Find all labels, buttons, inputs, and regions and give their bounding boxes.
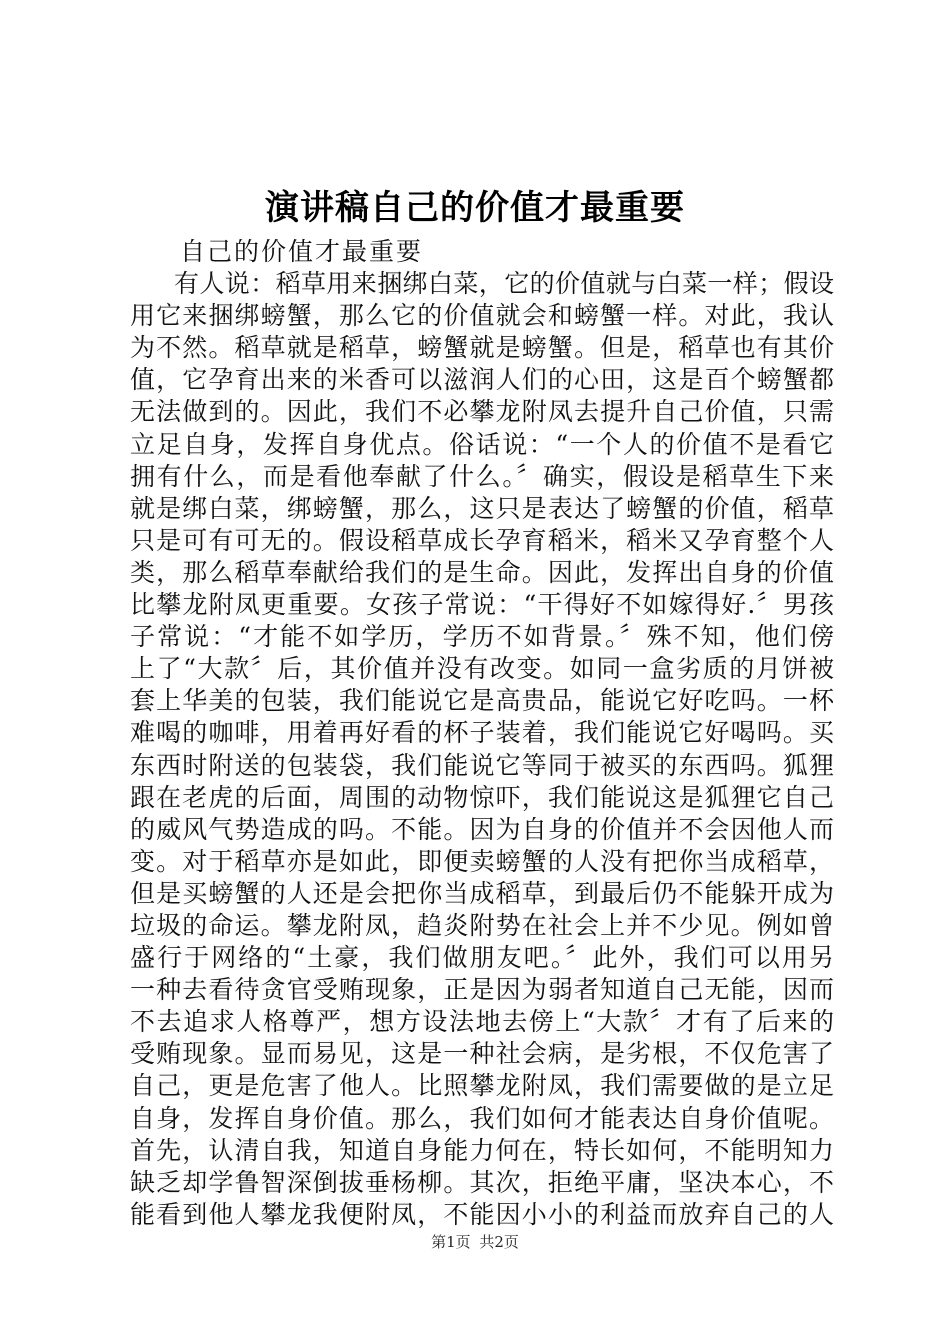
paragraph-line: 东西时附送的包装袋，我们能说它等同于被买的东西吗。狐狸 bbox=[130, 750, 834, 780]
paragraph-line: 一种去看待贪官受贿现象，正是因为弱者知道自己无能，因而 bbox=[130, 975, 834, 1005]
paragraph-line: 但是买螃蟹的人还是会把你当成稻草，到最后仍不能躲开成为 bbox=[130, 878, 834, 908]
paragraph-line: 拥有什么，而是看他奉献了什么。〞确实，假设是稻草生下来 bbox=[130, 461, 834, 491]
paragraph-line: 无法做到的。因此，我们不必攀龙附凤去提升自己价值，只需 bbox=[130, 397, 834, 427]
document-title: 演讲稿自己的价值才最重要 bbox=[265, 188, 685, 228]
paragraph-line: 不去追求人格尊严，想方设法地去傍上“大款〞才有了后来的 bbox=[130, 1007, 834, 1037]
paragraph-line: 立足自身，发挥自身优点。俗话说：“一个人的价值不是看它 bbox=[130, 429, 834, 459]
paragraph-line: 子常说：“才能不如学历，学历不如背景。〞殊不知，他们傍 bbox=[130, 622, 834, 652]
paragraph-line: 缺乏却学鲁智深倒拔垂杨柳。其次，拒绝平庸，坚决本心，不 bbox=[130, 1167, 834, 1197]
paragraph-line: 垃圾的命运。攀龙附凤，趋炎附势在社会上并不少见。例如曾 bbox=[130, 910, 834, 940]
paragraph-line: 类，那么稻草奉献给我们的是生命。因此，发挥出自身的价值 bbox=[130, 557, 834, 587]
paragraph-line: 为不然。稻草就是稻草，螃蟹就是螃蟹。但是，稻草也有其价 bbox=[130, 333, 834, 363]
paragraph-line: 自身，发挥自身价值。那么，我们如何才能表达自身价值呢。 bbox=[130, 1103, 834, 1133]
paragraph-line: 首先，认清自我，知道自身能力何在，特长如何，不能明知力 bbox=[130, 1135, 834, 1165]
paragraph-line: 盛行于网络的“土豪，我们做朋友吧。〞此外，我们可以用另 bbox=[130, 943, 834, 973]
paragraph-line: 比攀龙附凤更重要。女孩子常说：“干得好不如嫁得好.〞男孩 bbox=[130, 590, 834, 620]
paragraph-line: 变。对于稻草亦是如此，即便卖螃蟹的人没有把你当成稻草， bbox=[130, 846, 834, 876]
page-number: 第1页 bbox=[431, 1233, 471, 1251]
paragraph-line: 用它来捆绑螃蟹，那么它的价值就会和螃蟹一样。对此，我认 bbox=[130, 301, 834, 331]
document-body bbox=[130, 236, 834, 1231]
paragraph-line: 能看到他人攀龙我便附凤，不能因小小的利益而放弃自己的人 bbox=[130, 1199, 834, 1229]
page-total: 共2页 bbox=[479, 1233, 519, 1251]
paragraph-line: 跟在老虎的后面，周围的动物惊吓，我们能说这是狐狸它自己 bbox=[130, 782, 834, 812]
paragraph-line: 难喝的咖啡，用着再好看的杯子装着，我们能说它好喝吗。买 bbox=[130, 718, 834, 748]
paragraph-line: 上了“大款〞后，其价值并没有改变。如同一盒劣质的月饼被 bbox=[130, 654, 834, 684]
page-footer bbox=[0, 1232, 950, 1252]
paragraph-line: 受贿现象。显而易见，这是一种社会病，是劣根，不仅危害了 bbox=[130, 1039, 834, 1069]
paragraph-line: 就是绑白菜，绑螃蟹，那么，这只是表达了螃蟹的价值，稻草 bbox=[130, 493, 834, 523]
paragraph-line: 有人说：稻草用来捆绑白菜，它的价值就与白菜一样；假设 bbox=[174, 269, 834, 299]
paragraph-line: 自己，更是危害了他人。比照攀龙附凤，我们需要做的是立足 bbox=[130, 1071, 834, 1101]
paragraph-line: 值，它孕育出来的米香可以滋润人们的心田，这是百个螃蟹都 bbox=[130, 365, 834, 395]
paragraph-line: 的威风气势造成的吗。不能。因为自身的价值并不会因他人而 bbox=[130, 814, 834, 844]
document-subtitle: 自己的价值才最重要 bbox=[180, 237, 424, 266]
paragraph-line: 套上华美的包装，我们能说它是高贵品，能说它好吃吗。一杯 bbox=[130, 686, 834, 716]
paragraph-line: 只是可有可无的。假设稻草成长孕育稻米，稻米又孕育整个人 bbox=[130, 525, 834, 555]
